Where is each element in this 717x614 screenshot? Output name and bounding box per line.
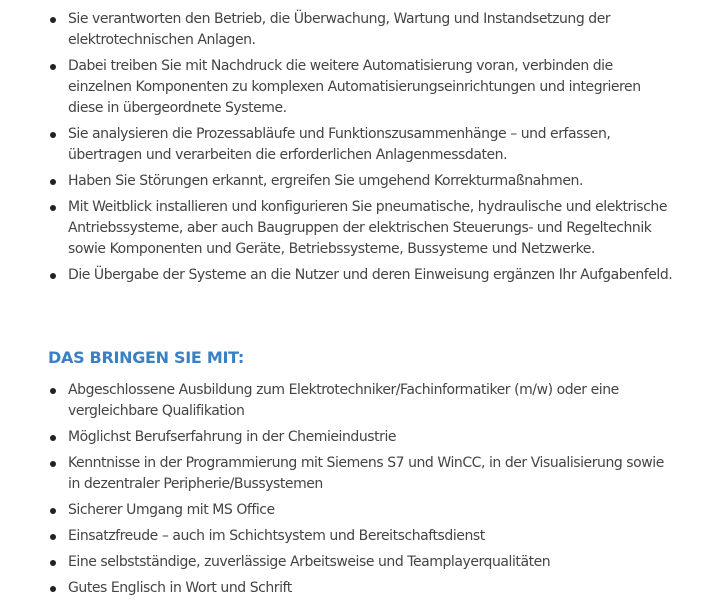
- bullet-icon: [50, 534, 56, 540]
- list-item-text: Abgeschlossene Ausbildung zum Elektrotechniker/Fachinformatiker (m/w) oder eine vergleichbare Qualifikation: [68, 382, 619, 419]
- list-item-text: Einsatzfreude – auch im Schichtsystem und Bereitschaftsdienst: [68, 528, 485, 544]
- section-heading: DAS BRINGEN SIE MIT:: [48, 348, 244, 367]
- list-item: [48, 578, 678, 599]
- bullet-icon: [50, 179, 56, 185]
- list-item-text: Sie analysieren die Prozessabläufe und Funktionszusammenhänge – und erfassen, übertragen und verarbeiten die erforderlichen Anlagenmessdaten.: [68, 126, 611, 163]
- list-item: [48, 124, 678, 166]
- list-item-text: Möglichst Berufserfahrung in der Chemieindustrie: [68, 429, 397, 445]
- bullet-icon: [50, 17, 56, 23]
- bullet-icon: [50, 132, 56, 138]
- list-item: [48, 380, 678, 422]
- list-item: [48, 197, 678, 260]
- list-item: [48, 500, 678, 521]
- list-item-text: Gutes Englisch in Wort und Schrift: [68, 580, 292, 596]
- bullet-icon: [50, 64, 56, 70]
- list-item: [48, 526, 678, 547]
- list-item-text: Eine selbstständige, zuverlässige Arbeitsweise und Teamplayerqualitäten: [68, 554, 551, 570]
- bullet-icon: [50, 461, 56, 467]
- list-item-text: Mit Weitblick installieren und konfigurieren Sie pneumatische, hydraulische und elektrische Antriebssysteme, aber auch Baugruppen der elektrischen Steuerungs- und Regeltechnik sowie Komponenten und Geräte, Betriebssysteme, Bussysteme und Netzwerke.: [68, 199, 667, 257]
- list-item-text: Dabei treiben Sie mit Nachdruck die weitere Automatisierung voran, verbinden die einzelnen Komponenten zu komplexen Automatisierungseinrichtungen und integrieren diese in übergeordnete Systeme.: [68, 58, 641, 116]
- requirements-list: [48, 380, 678, 604]
- list-item: [48, 427, 678, 448]
- bullet-icon: [50, 560, 56, 566]
- bullet-icon: [50, 586, 56, 592]
- bullet-icon: [50, 435, 56, 441]
- list-item: [48, 9, 678, 51]
- bullet-icon: [50, 205, 56, 211]
- bullet-icon: [50, 388, 56, 394]
- list-item: [48, 56, 678, 119]
- bullet-icon: [50, 273, 56, 279]
- list-item-text: Kenntnisse in der Programmierung mit Siemens S7 und WinCC, in der Visualisierung sowie in dezentraler Peripherie/Bussystemen: [68, 455, 664, 492]
- bullet-icon: [50, 508, 56, 514]
- list-item-text: Sicherer Umgang mit MS Office: [68, 502, 275, 518]
- list-item: [48, 552, 678, 573]
- list-item: [48, 171, 678, 192]
- list-item: [48, 265, 678, 286]
- list-item-text: Die Übergabe der Systeme an die Nutzer und deren Einweisung ergänzen Ihr Aufgabenfeld.: [68, 267, 673, 283]
- list-item: [48, 453, 678, 495]
- list-item-text: Sie verantworten den Betrieb, die Überwachung, Wartung und Instandsetzung der elektrotechnischen Anlagen.: [68, 11, 611, 48]
- tasks-list: [48, 9, 678, 291]
- list-item-text: Haben Sie Störungen erkannt, ergreifen Sie umgehend Korrekturmaßnahmen.: [68, 173, 583, 189]
